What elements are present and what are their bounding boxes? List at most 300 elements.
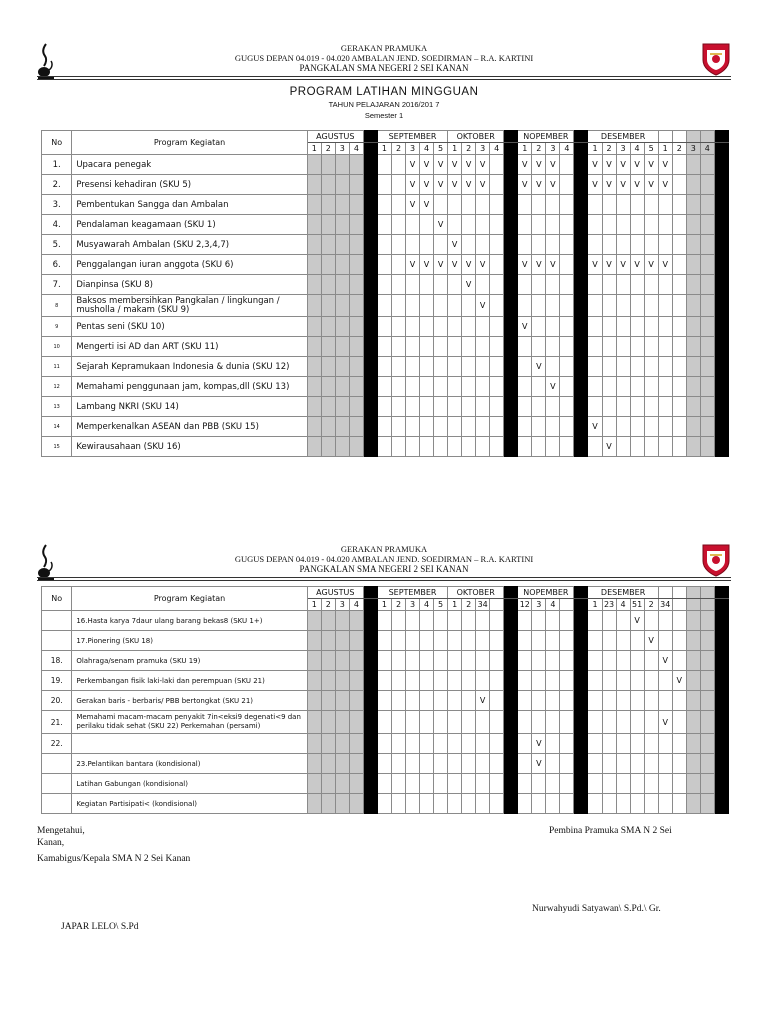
week-cell xyxy=(686,711,700,734)
week-cell xyxy=(462,611,476,631)
week-number xyxy=(714,143,728,155)
program-activity: Pembentukan Sangga dan Ambalan xyxy=(72,195,307,215)
week-number: 3 xyxy=(335,143,349,155)
week-cell xyxy=(532,317,546,337)
week-cell xyxy=(321,631,335,651)
week-cell xyxy=(644,195,658,215)
week-cell xyxy=(546,794,560,814)
week-cell xyxy=(490,215,504,235)
week-number xyxy=(574,143,588,155)
week-cell: V xyxy=(476,175,490,195)
table-row xyxy=(42,711,729,734)
row-number: 8 xyxy=(42,295,72,317)
week-cell xyxy=(630,357,644,377)
week-cell xyxy=(686,317,700,337)
week-cell xyxy=(349,255,363,275)
week-cell xyxy=(616,235,630,255)
week-cell xyxy=(518,397,532,417)
week-cell xyxy=(532,397,546,417)
week-number: 2 xyxy=(321,143,335,155)
week-cell xyxy=(391,175,405,195)
week-cell xyxy=(630,794,644,814)
week-cell xyxy=(363,651,377,671)
week-cell xyxy=(462,337,476,357)
week-cell xyxy=(574,275,588,295)
week-cell xyxy=(602,734,616,754)
week-cell xyxy=(434,754,448,774)
week-number: 2 xyxy=(644,599,658,611)
week-cell xyxy=(307,295,321,317)
week-number xyxy=(363,599,377,611)
week-cell xyxy=(321,651,335,671)
week-cell xyxy=(363,397,377,417)
week-cell xyxy=(406,611,420,631)
week-cell xyxy=(700,377,714,397)
week-number: 4 xyxy=(420,143,434,155)
week-cell xyxy=(644,794,658,814)
week-cell xyxy=(672,734,686,754)
week-cell xyxy=(434,195,448,215)
month-spacer xyxy=(714,131,728,143)
week-cell xyxy=(504,611,518,631)
week-number xyxy=(700,599,714,611)
week-cell xyxy=(462,397,476,417)
table-row xyxy=(42,155,729,175)
week-cell xyxy=(476,397,490,417)
week-cell xyxy=(335,754,349,774)
week-cell xyxy=(349,437,363,457)
week-number: 23 xyxy=(603,600,615,609)
row-number: 2. xyxy=(42,175,72,195)
week-cell xyxy=(335,711,349,734)
program-activity: Upacara penegak xyxy=(72,155,307,175)
week-number: 34 xyxy=(660,600,671,609)
week-cell xyxy=(686,275,700,295)
week-cell xyxy=(448,774,462,794)
week-cell xyxy=(686,437,700,457)
week-cell xyxy=(658,275,672,295)
week-cell xyxy=(616,754,630,774)
week-cell xyxy=(714,215,728,235)
week-number: 4 xyxy=(630,143,644,155)
week-cell xyxy=(672,631,686,651)
week-cell xyxy=(363,215,377,235)
week-cell xyxy=(518,774,532,794)
week-cell xyxy=(377,397,391,417)
week-cell xyxy=(490,397,504,417)
week-cell xyxy=(448,377,462,397)
table-row xyxy=(42,295,729,317)
week-cell xyxy=(490,611,504,631)
week-cell xyxy=(700,235,714,255)
month-spacer xyxy=(672,131,686,143)
week-cell xyxy=(658,437,672,457)
week-cell xyxy=(630,754,644,774)
row-number: 14 xyxy=(42,417,72,437)
week-cell xyxy=(377,317,391,337)
week-cell xyxy=(307,651,321,671)
week-cell xyxy=(321,175,335,195)
week-cell xyxy=(546,317,560,337)
week-cell xyxy=(321,295,335,317)
week-cell xyxy=(672,417,686,437)
week-cell xyxy=(363,671,377,691)
week-cell: V xyxy=(546,377,560,397)
week-cell xyxy=(546,295,560,317)
week-cell xyxy=(377,691,391,711)
week-cell xyxy=(335,295,349,317)
week-cell xyxy=(420,651,434,671)
week-cell xyxy=(406,337,420,357)
month-spacer xyxy=(672,587,686,599)
week-cell xyxy=(602,377,616,397)
week-cell xyxy=(602,611,616,631)
week-cell xyxy=(714,651,728,671)
week-number: 1 xyxy=(307,143,321,155)
week-cell xyxy=(644,651,658,671)
week-cell xyxy=(434,611,448,631)
week-cell xyxy=(349,611,363,631)
week-cell xyxy=(532,195,546,215)
week-cell xyxy=(335,195,349,215)
program-activity: Gerakan baris - berbaris/ PBB bertongkat (SKU 21) xyxy=(72,691,307,711)
week-cell xyxy=(448,437,462,457)
week-cell xyxy=(560,734,574,754)
week-cell xyxy=(504,337,518,357)
week-cell xyxy=(476,734,490,754)
week-cell xyxy=(406,691,420,711)
week-cell xyxy=(560,417,574,437)
week-cell xyxy=(462,691,476,711)
week-cell xyxy=(490,711,504,734)
week-cell xyxy=(391,317,405,337)
week-cell xyxy=(700,631,714,651)
week-cell xyxy=(476,437,490,457)
week-cell xyxy=(307,671,321,691)
table-row xyxy=(42,195,729,215)
week-cell xyxy=(363,235,377,255)
week-number: 1 xyxy=(307,599,321,611)
week-cell xyxy=(672,337,686,357)
week-cell xyxy=(518,754,532,774)
week-number: 2 xyxy=(321,599,335,611)
week-cell xyxy=(630,215,644,235)
week-cell xyxy=(644,295,658,317)
week-cell xyxy=(434,235,448,255)
week-cell xyxy=(462,417,476,437)
week-cell xyxy=(532,215,546,235)
week-cell xyxy=(700,794,714,814)
week-cell xyxy=(518,734,532,754)
week-cell xyxy=(349,754,363,774)
week-cell xyxy=(518,651,532,671)
week-cell xyxy=(560,437,574,457)
week-cell xyxy=(714,295,728,317)
week-cell xyxy=(349,235,363,255)
week-cell xyxy=(700,711,714,734)
week-cell xyxy=(462,357,476,377)
week-cell xyxy=(434,651,448,671)
week-number: 2 xyxy=(391,143,405,155)
week-cell xyxy=(532,437,546,457)
week-cell xyxy=(307,175,321,195)
week-cell xyxy=(406,317,420,337)
column-program-header: Program Kegiatan xyxy=(72,587,307,611)
week-cell xyxy=(672,377,686,397)
week-cell xyxy=(714,734,728,754)
week-cell xyxy=(686,611,700,631)
week-cell xyxy=(476,215,490,235)
week-cell xyxy=(349,295,363,317)
week-cell xyxy=(616,417,630,437)
week-cell xyxy=(391,235,405,255)
week-cell xyxy=(616,337,630,357)
week-cell xyxy=(644,357,658,377)
week-cell xyxy=(672,754,686,774)
week-cell xyxy=(700,175,714,195)
week-cell xyxy=(602,195,616,215)
week-cell xyxy=(434,734,448,754)
week-cell xyxy=(588,215,602,235)
week-cell xyxy=(574,774,588,794)
week-cell: V xyxy=(532,357,546,377)
table-row xyxy=(42,691,729,711)
program-activity: Kegiatan Partisipati< (kondisional) xyxy=(72,794,307,814)
week-cell xyxy=(672,794,686,814)
program-activity: 23.Pelantikan bantara (kondisional) xyxy=(72,754,307,774)
week-cell: V xyxy=(532,155,546,175)
week-cell: V xyxy=(420,195,434,215)
week-cell xyxy=(335,417,349,437)
week-cell xyxy=(434,337,448,357)
header-rule xyxy=(37,76,731,77)
week-cell xyxy=(714,377,728,397)
week-cell xyxy=(658,357,672,377)
week-cell xyxy=(714,611,728,631)
week-cell: V xyxy=(518,255,532,275)
week-cell: V xyxy=(644,255,658,275)
week-cell xyxy=(504,155,518,175)
week-cell xyxy=(363,317,377,337)
week-cell xyxy=(630,631,644,651)
week-cell xyxy=(686,255,700,275)
week-cell xyxy=(349,195,363,215)
week-number: 3 xyxy=(616,143,630,155)
week-cell xyxy=(644,691,658,711)
week-cell xyxy=(434,357,448,377)
week-number xyxy=(560,599,574,611)
week-cell xyxy=(546,215,560,235)
week-cell xyxy=(560,397,574,417)
week-cell xyxy=(700,317,714,337)
week-cell xyxy=(574,734,588,754)
week-cell xyxy=(462,317,476,337)
week-cell xyxy=(518,711,532,734)
week-number: 1 xyxy=(588,599,602,611)
week-cell xyxy=(588,651,602,671)
week-cell xyxy=(588,195,602,215)
week-cell xyxy=(420,691,434,711)
week-cell xyxy=(490,295,504,317)
week-cell xyxy=(588,295,602,317)
week-cell xyxy=(616,275,630,295)
week-cell xyxy=(686,397,700,417)
week-cell xyxy=(686,734,700,754)
week-cell xyxy=(672,235,686,255)
week-cell xyxy=(448,631,462,651)
week-cell xyxy=(391,275,405,295)
week-cell xyxy=(406,754,420,774)
week-cell xyxy=(462,235,476,255)
acknowledged-label: Mengetahui, xyxy=(37,826,85,836)
week-cell xyxy=(349,317,363,337)
week-cell xyxy=(391,651,405,671)
program-activity: Kewirausahaan (SKU 16) xyxy=(72,437,307,457)
week-number: 2 xyxy=(672,143,686,155)
week-cell xyxy=(391,357,405,377)
week-cell xyxy=(686,651,700,671)
week-cell xyxy=(406,711,420,734)
week-cell xyxy=(658,295,672,317)
week-cell xyxy=(658,611,672,631)
week-cell xyxy=(518,195,532,215)
week-cell: V xyxy=(588,255,602,275)
week-cell xyxy=(602,794,616,814)
week-number: 3 xyxy=(686,143,700,155)
week-cell xyxy=(420,794,434,814)
week-cell xyxy=(448,734,462,754)
week-cell xyxy=(448,317,462,337)
week-number: 1 xyxy=(448,599,462,611)
week-cell xyxy=(602,235,616,255)
week-number: 1 xyxy=(448,143,462,155)
week-cell xyxy=(462,437,476,457)
week-cell xyxy=(321,711,335,734)
week-cell xyxy=(700,611,714,631)
week-cell: V xyxy=(420,255,434,275)
week-cell xyxy=(406,275,420,295)
header-row-months xyxy=(42,131,729,143)
week-cell xyxy=(686,794,700,814)
week-cell xyxy=(714,671,728,691)
week-cell xyxy=(377,734,391,754)
week-cell xyxy=(630,317,644,337)
week-cell xyxy=(391,671,405,691)
week-cell: V xyxy=(658,255,672,275)
week-cell xyxy=(307,774,321,794)
program-activity: Latihan Gabungan (kondisional) xyxy=(72,774,307,794)
week-cell xyxy=(532,235,546,255)
column-no-header: No xyxy=(42,131,72,155)
week-cell xyxy=(462,295,476,317)
week-cell xyxy=(335,397,349,417)
week-number: 1 xyxy=(518,143,532,155)
week-cell xyxy=(335,651,349,671)
week-cell xyxy=(658,794,672,814)
week-cell xyxy=(377,671,391,691)
month-spacer xyxy=(714,587,728,599)
week-cell xyxy=(546,671,560,691)
week-cell xyxy=(714,691,728,711)
week-cell xyxy=(616,611,630,631)
week-cell xyxy=(504,437,518,457)
header-rule-2 xyxy=(37,79,731,80)
week-cell xyxy=(504,255,518,275)
week-cell xyxy=(363,195,377,215)
week-cell xyxy=(504,774,518,794)
week-cell xyxy=(686,631,700,651)
week-cell: V xyxy=(616,175,630,195)
week-cell xyxy=(574,611,588,631)
coach-name: Nurwahyudi Satyawan\ S.Pd.\ Gr. xyxy=(532,904,661,914)
week-cell xyxy=(377,337,391,357)
table-row xyxy=(42,255,729,275)
week-cell xyxy=(560,357,574,377)
week-number: 1 xyxy=(377,599,391,611)
week-cell: V xyxy=(532,255,546,275)
week-cell xyxy=(560,794,574,814)
week-cell xyxy=(406,357,420,377)
week-cell xyxy=(714,437,728,457)
week-cell xyxy=(574,417,588,437)
week-cell: V xyxy=(602,155,616,175)
row-number: 7. xyxy=(42,275,72,295)
week-cell xyxy=(363,175,377,195)
week-cell xyxy=(504,317,518,337)
program-activity: 17.Pionering (SKU 18) xyxy=(72,631,307,651)
week-cell xyxy=(560,235,574,255)
week-cell xyxy=(560,337,574,357)
week-cell xyxy=(476,774,490,794)
week-number: 5 xyxy=(644,143,658,155)
week-cell xyxy=(420,215,434,235)
week-cell: V xyxy=(518,175,532,195)
week-cell xyxy=(588,631,602,651)
week-cell xyxy=(377,377,391,397)
week-cell xyxy=(672,155,686,175)
week-cell xyxy=(476,235,490,255)
week-cell xyxy=(335,275,349,295)
week-cell: V xyxy=(532,175,546,195)
week-cell xyxy=(546,754,560,774)
week-cell xyxy=(377,175,391,195)
academic-year: TAHUN PELAJARAN 2016/201 7 xyxy=(328,100,440,109)
week-cell xyxy=(546,651,560,671)
column-no-header: No xyxy=(42,587,72,611)
week-cell xyxy=(363,255,377,275)
week-cell xyxy=(363,774,377,794)
week-cell xyxy=(504,235,518,255)
header-rule-2 xyxy=(37,580,731,581)
week-cell xyxy=(377,774,391,794)
week-cell xyxy=(602,691,616,711)
week-cell xyxy=(532,774,546,794)
week-cell: V xyxy=(476,691,490,711)
week-cell xyxy=(630,651,644,671)
week-cell xyxy=(462,631,476,651)
week-cell xyxy=(560,215,574,235)
week-cell xyxy=(686,195,700,215)
week-cell xyxy=(588,711,602,734)
week-cell xyxy=(335,317,349,337)
week-cell xyxy=(574,175,588,195)
week-cell xyxy=(602,317,616,337)
week-cell xyxy=(490,631,504,651)
week-cell xyxy=(630,195,644,215)
week-cell xyxy=(658,397,672,417)
week-cell xyxy=(420,337,434,357)
week-cell xyxy=(476,711,490,734)
